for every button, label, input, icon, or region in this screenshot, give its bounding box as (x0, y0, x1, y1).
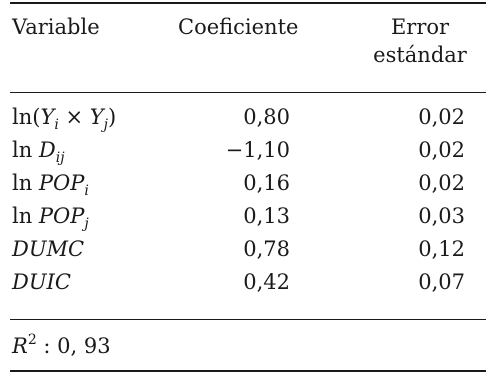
std-error-cell: 0,02 (418, 171, 465, 195)
coefficient-cell: 0,13 (243, 204, 290, 228)
header-std-error (360, 13, 480, 69)
table-row (10, 101, 486, 133)
header-std-error-line2: estándar (373, 43, 467, 67)
std-error-cell: 0,02 (418, 105, 465, 129)
regression-table (10, 2, 486, 372)
coefficient-cell: −1,10 (225, 138, 290, 162)
header-std-error-line1: Error (390, 15, 450, 39)
variable-cell: DUIC (12, 270, 71, 294)
variable-cell: $\ln POP_i$ (12, 171, 89, 199)
coefficient-cell: 0,42 (243, 270, 290, 294)
coefficient-cell: 0,16 (243, 171, 290, 195)
r-squared-stat: $R^2$ : 0, 93 (12, 332, 111, 358)
table-row (10, 200, 486, 232)
variable-cell: $\ln D_{ij}$ (12, 138, 65, 166)
r-squared-value: 0, 93 (57, 334, 111, 358)
variable-cell: $\ln POP_j$ (12, 204, 89, 232)
coefficient-cell: 0,78 (243, 237, 290, 261)
table-row (10, 233, 486, 265)
bottom-rule (10, 370, 486, 372)
table-row (10, 167, 486, 199)
header-variable: Variable (12, 15, 100, 39)
stats-rule (10, 319, 486, 320)
header-coefficient: Coeficiente (178, 15, 299, 39)
std-error-cell: 0,03 (418, 204, 465, 228)
variable-cell: $\ln(Y_i \times Y_j)$ (12, 105, 117, 133)
coefficient-cell: 0,80 (243, 105, 290, 129)
std-error-cell: 0,12 (418, 237, 465, 261)
table-row (10, 134, 486, 166)
variable-cell: DUMC (12, 237, 85, 261)
std-error-cell: 0,07 (418, 270, 465, 294)
header-rule (10, 92, 486, 93)
std-error-cell: 0,02 (418, 138, 465, 162)
table-row (10, 266, 486, 298)
top-rule (10, 2, 486, 4)
